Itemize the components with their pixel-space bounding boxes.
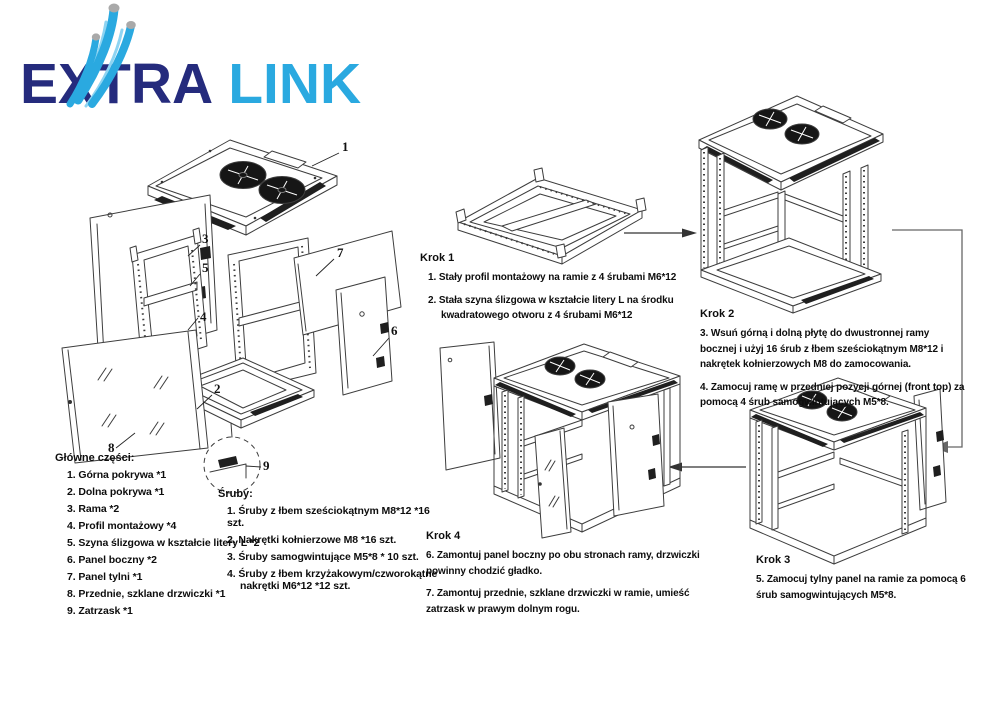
parts-list-item: 7. Panel tylni *1 [67,571,143,583]
step-3-title: Krok 3 [756,554,791,566]
step-1-instruction: 1. Stały profil montażowy na ramie z 4 śrubami M6*12 [428,272,677,283]
fan-hole-icon [575,370,605,388]
part-label-6: 6 [391,323,398,338]
step-2-title: Krok 2 [700,308,735,320]
step-4-instruction: 6. Zamontuj panel boczny po obu stronach ramy, drzwiczki powinny chodzić gładko. [426,550,700,577]
step-1-title: Krok 1 [420,252,455,264]
step-2-instruction: 3. Wsuń górną i dolną płytę do dwustronnej ramy bocznej i użyj 16 śrub z łbem sześciokątnym M8*12 i nakrętek kołnierzowych M8 do zamocowania. [700,328,944,370]
part-label-9: 9 [263,458,270,473]
fan-hole-icon [259,177,305,204]
glass-door-part [62,330,208,463]
top-cover-part [699,96,883,190]
part-label-8: 8 [108,440,115,455]
exploded-view-diagram [50,118,430,503]
parts-list-item: 3. Rama *2 [67,503,120,515]
screws-list [218,488,446,592]
screws-list-title: Śruby: [218,488,253,500]
fan-hole-icon [545,357,575,375]
logo-fiber-swoosh-icon [36,0,156,118]
parts-list-item: 6. Panel boczny *2 [67,554,157,566]
screws-list-item: 1. Śruby z łbem sześciokątnym M8*12 *16 szt. [227,505,430,529]
parts-list-item: 4. Profil montażowy *4 [67,520,177,532]
step-4-block [426,530,726,624]
step-4-title: Krok 4 [426,530,461,542]
parts-list-item: 2. Dolna pokrywa *1 [67,486,165,498]
step-1-block [420,252,728,331]
side-panel-right-part [608,394,664,516]
part-label-4: 4 [200,309,207,324]
step-4-instruction: 7. Zamontuj przednie, szklane drzwiczki w ramie, umieść zatrzask w prawym dolnym rogu. [426,588,690,615]
logo-text-extra: EXTRA [20,52,214,116]
fan-hole-icon [753,109,787,129]
parts-list-item: 9. Zatrzask *1 [67,605,133,617]
step-3-instruction: 5. Zamocuj tylny panel na ramie za pomocą 6 śrub samogwintujących M5*8. [756,574,966,601]
screws-list-item: 2. Nakrętki kołnierzowe M8 *16 szt. [227,534,397,546]
step4-cabinet-side-panels-drawing [432,336,712,538]
fan-hole-icon [220,162,266,189]
screws-list-item: 4. Śruby z łbem krzyżakowym/czworokątne nakrętki M6*12 *12 szt. [227,568,438,592]
screws-list-item: 3. Śruby samogwintujące M5*8 * 10 szt. [227,551,419,563]
parts-list-item: 8. Przednie, szklane drzwiczki *1 [67,588,226,600]
logo-text-link: LINK [228,52,362,116]
parts-list-item: 5. Szyna ślizgowa w kształcie litery L *2 [67,537,260,549]
bottom-cover-part [701,238,881,313]
fan-hole-icon [785,124,819,144]
step-3-block [756,554,981,610]
part-label-1: 1 [342,139,349,154]
part-label-7: 7 [337,245,344,260]
arrow-right-step1-to-step2-icon [622,225,700,241]
step-1-instruction: 2. Stała szyna ślizgowa w kształcie litery L na środku kwadratowego otworu z 4 śrubami M6*12 [428,294,674,321]
part-label-5: 5 [202,260,209,275]
step-2-block [700,308,968,418]
glass-door-part [535,428,571,538]
step-2-instruction: 4. Zamocuj ramę w przedniej pozycji górnej (front top) za pomocą 4 śrub samogwintujących M5*8. [700,381,965,408]
part-label-2: 2 [214,381,221,396]
part-label-3: 3 [202,231,209,246]
side-panel-right-part [336,277,392,395]
side-panel-left-part [440,342,500,470]
parts-list-title: Główne części: [55,452,135,464]
parts-list-item: 1. Górna pokrywa *1 [67,469,167,481]
